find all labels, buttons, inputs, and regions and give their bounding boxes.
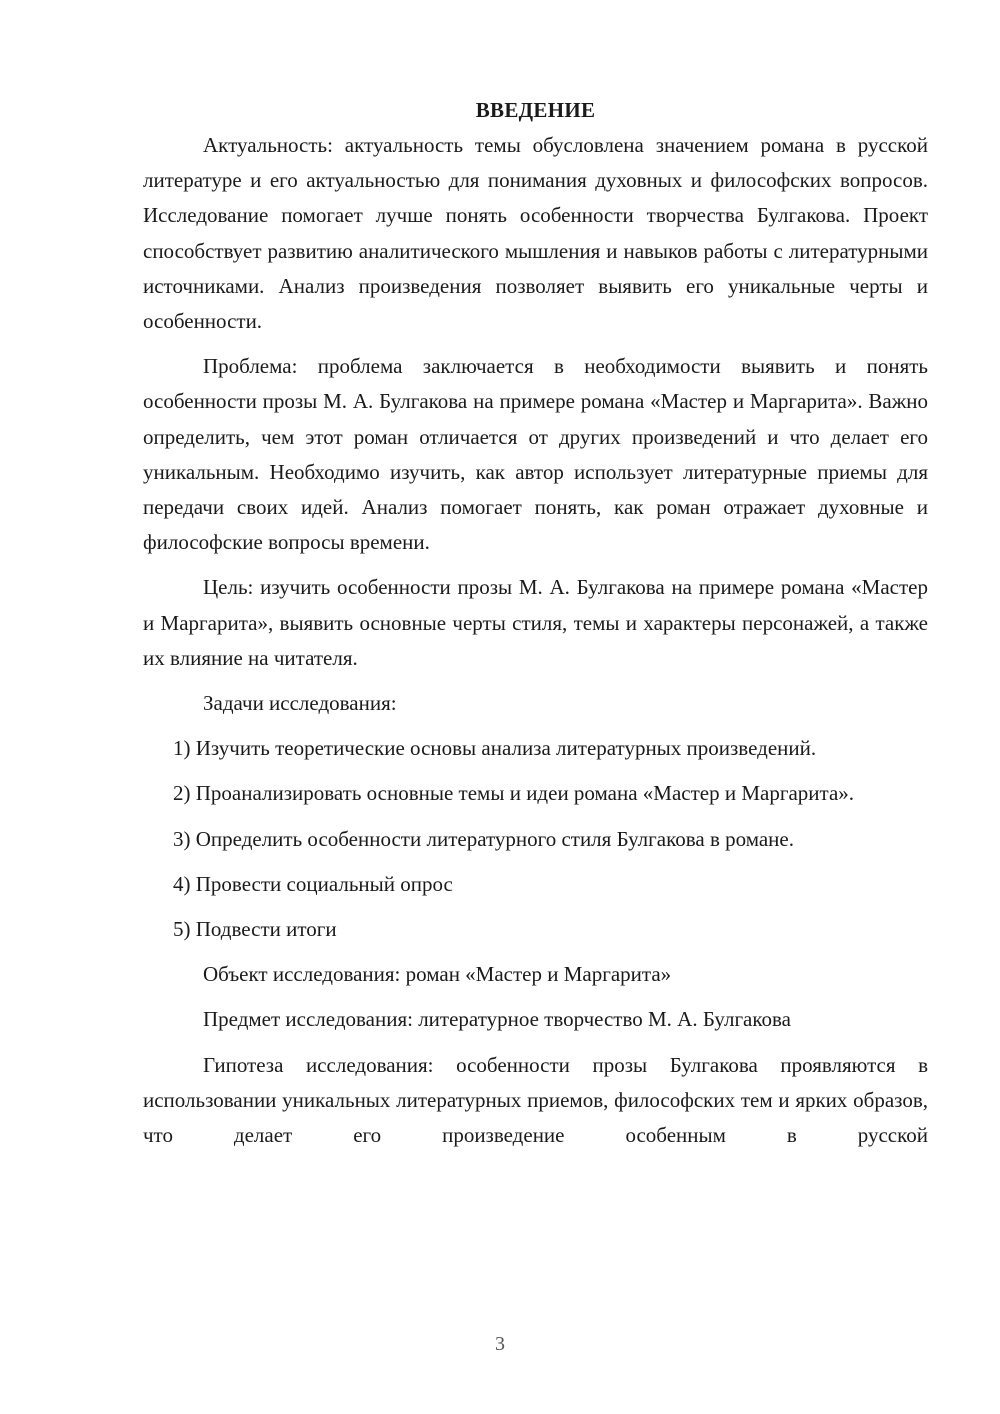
task-item-4: 4) Провести социальный опрос [173,871,453,896]
task-item-3: 3) Определить особенности литературного стиля Булгакова в романе. [173,826,794,851]
paragraph-goal: Цель: изучить особенности прозы М. А. Булгакова на примере романа «Мастер и Маргарита», выявить основные черты стиля, темы и характеры персонажей, а также их влияние на читателя. [143,575,928,670]
section-heading: ВВЕДЕНИЕ [475,98,596,122]
page-number: 3 [495,1333,505,1355]
task-item-5: 5) Подвести итоги [173,917,337,942]
task-item-2: 2) Проанализировать основные темы и идеи романа «Мастер и Маргарита». [173,781,855,806]
paragraph-subject: Предмет исследования: литературное творчество М. А. Булгакова [203,1007,791,1032]
document-page [143,92,928,1163]
paragraph-problem: Проблема: проблема заключается в необходимости выявить и понять особенности прозы М. А. Булгакова на примере романа «Мастер и Маргарита». Важно определить, чем этот роман отличается от других произведений и что делает его уникальным. Необходимо изучить, как автор использует литературные приемы для передачи своих идей. Анализ помогает понять, как роман отражает духовные и философские вопросы времени. [143,354,928,555]
task-item-1: 1) Изучить теоретические основы анализа литературных произведений. [173,736,817,761]
paragraph-hypothesis: Гипотеза исследования: особенности прозы Булгакова проявляются в использовании уникальных литературных приемов, философских тем и ярких образов, что делает его произведение особенным в русской [143,1052,928,1148]
paragraph-relevance: Актуальность: актуальность темы обусловлена значением романа в русской литературе и его актуальностью для понимания духовных и философских вопросов. Исследование помогает лучше понять особенности творчества Булгакова. Проект способствует развитию аналитического мышления и навыков работы с литературными источниками. Анализ произведения позволяет выявить его уникальные черты и особенности. [143,133,928,334]
tasks-title: Задачи исследования: [203,691,397,716]
paragraph-object: Объект исследования: роман «Мастер и Маргарита» [203,962,672,987]
